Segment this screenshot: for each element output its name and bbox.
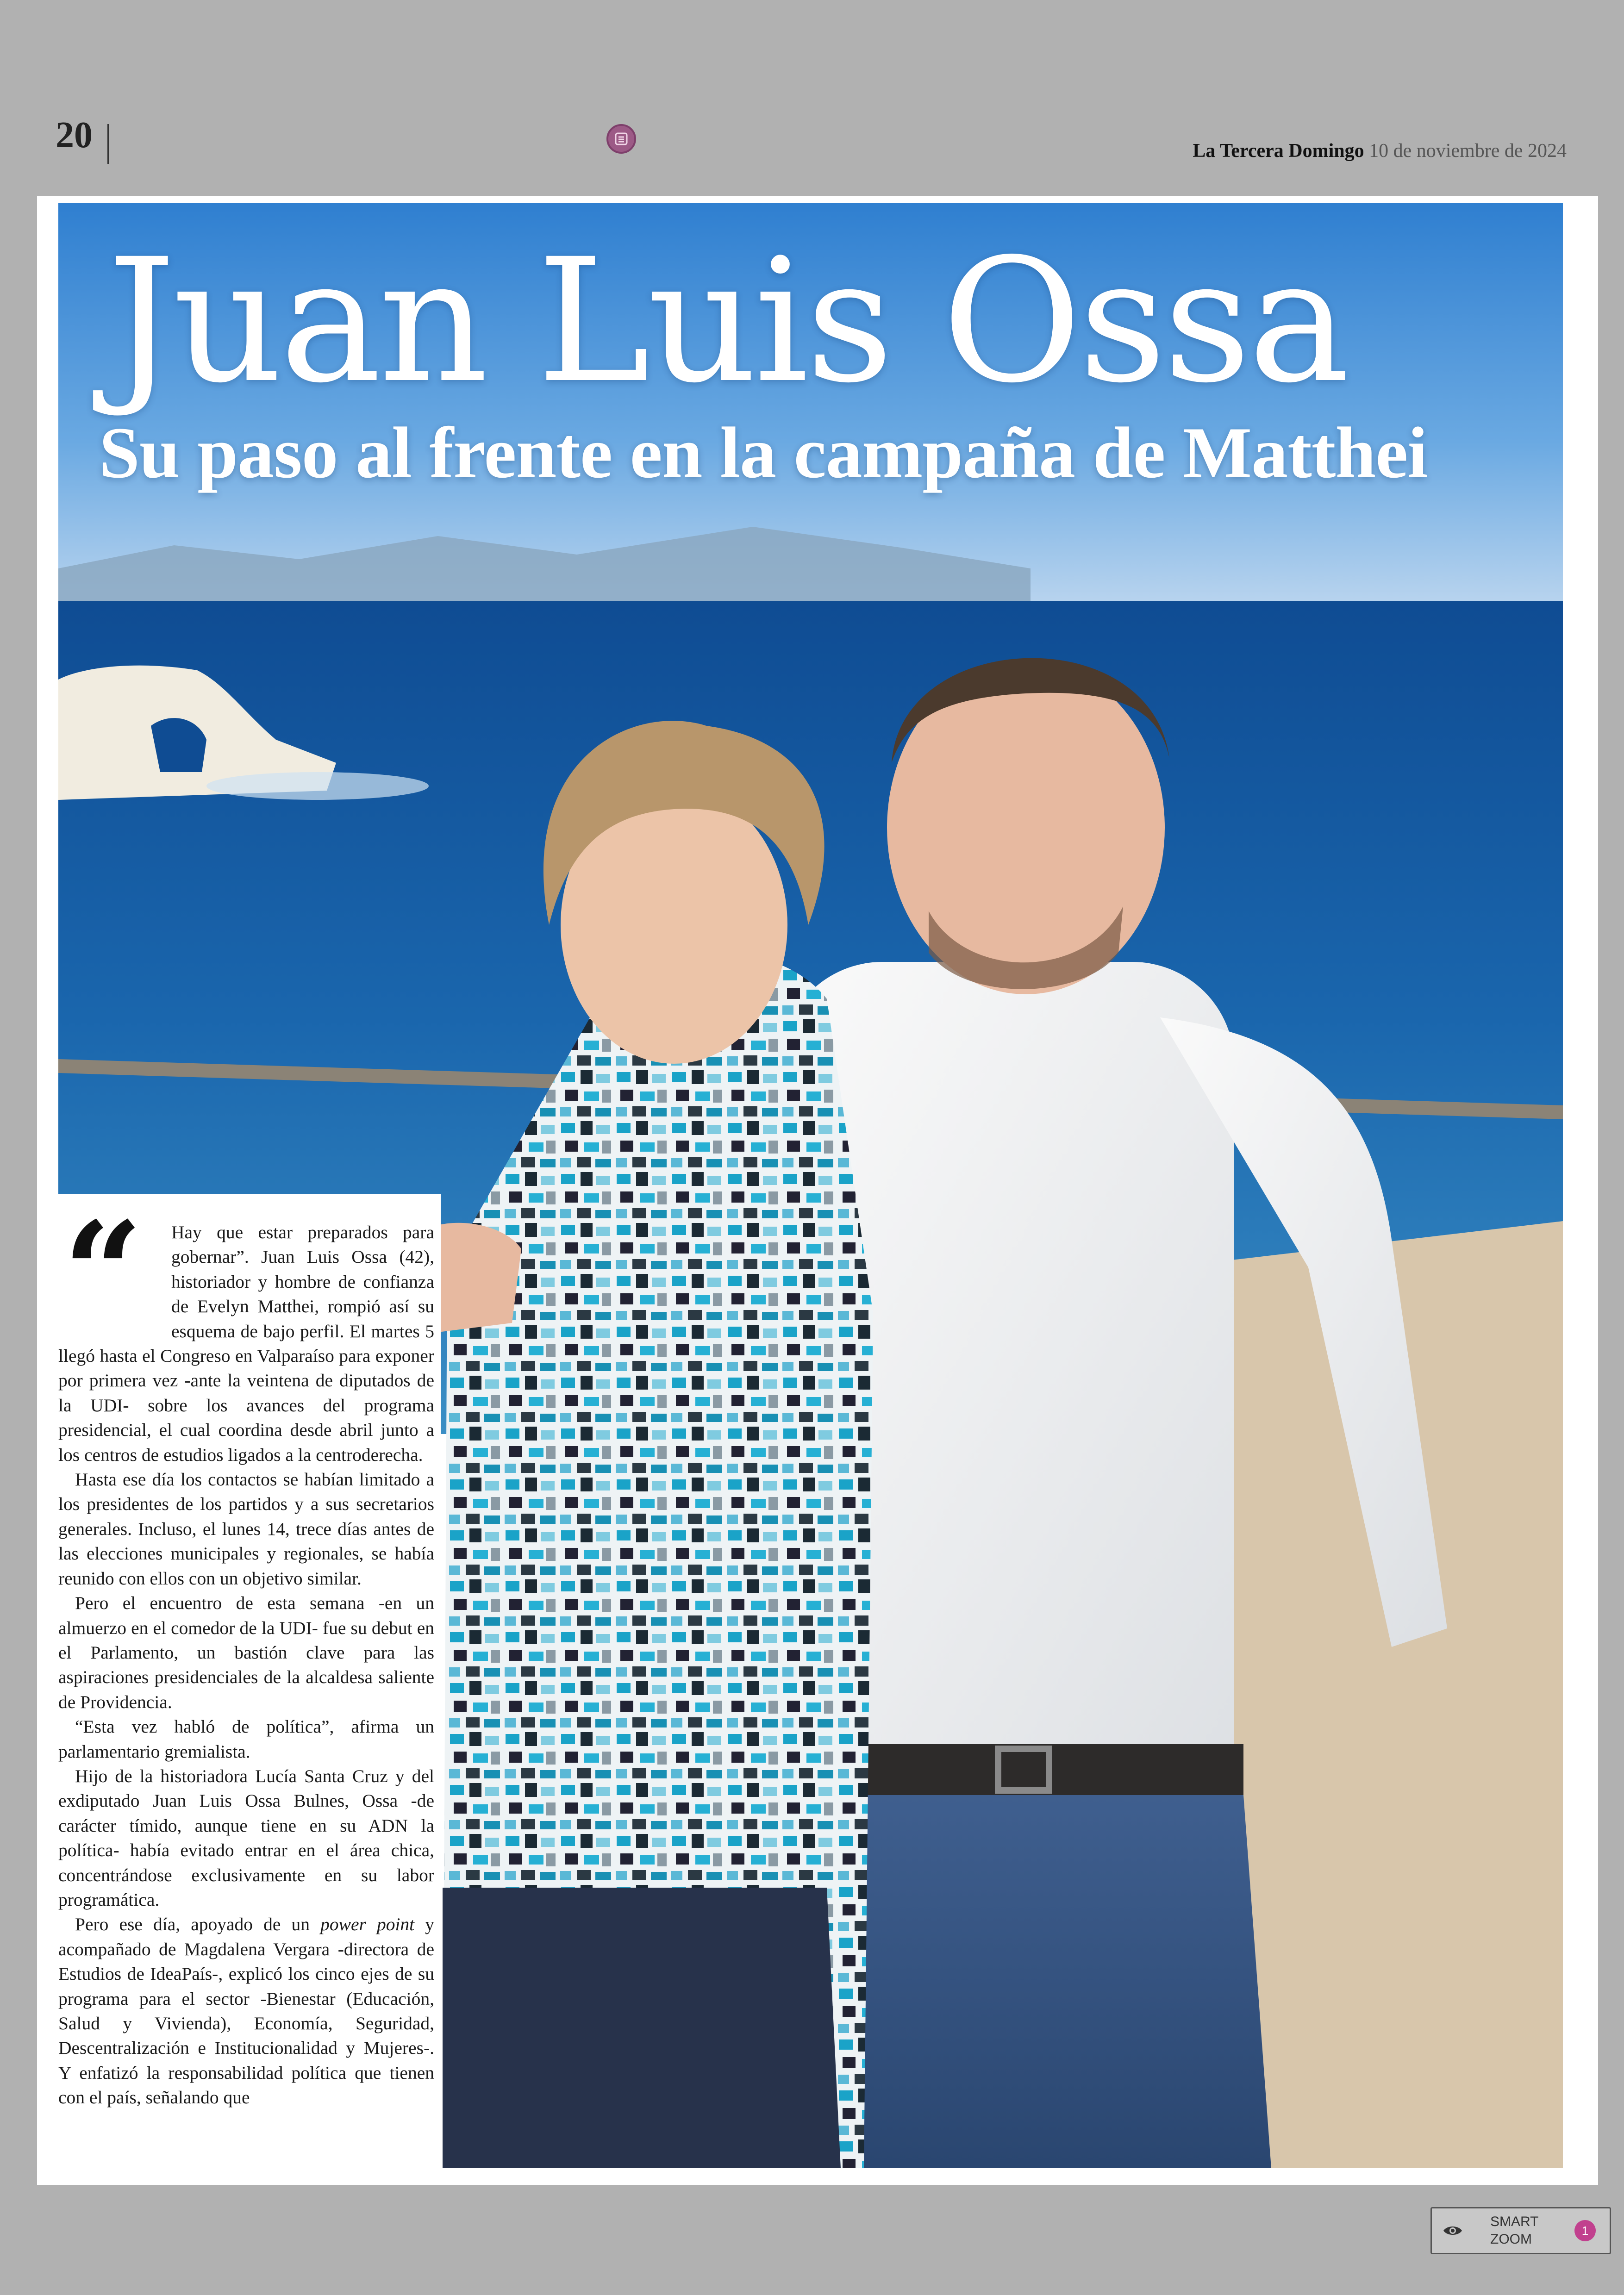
paragraph: Hasta ese día los contactos se habían limitado a los presidentes de los partidos y a sus secretarios generales. Incluso, el lunes 14, trece días antes de las elecciones municipales y regionales, se había reunido con ellos con un objetivo similar.: [58, 1469, 434, 1589]
smart-zoom-label: SMART ZOOM: [1490, 2214, 1539, 2247]
smart-zoom-button[interactable]: [1430, 2207, 1611, 2254]
paragraph: “Esta vez habló de política”, afirma un parlamentario gremialista.: [58, 1716, 434, 1762]
list-icon: [614, 132, 628, 146]
opening-quote-mark: “: [63, 1194, 143, 1354]
paragraph: Hijo de la historiadora Lucía Santa Cruz y del exdiputado Juan Luis Ossa Bulnes, Ossa -de carácter tímido, aunque tiene en su ADN la política- había evitado entrar en el área chica, concentrándose exclusivamente en su labor programática.: [58, 1765, 434, 1910]
issue-date: 10 de noviembre de 2024: [1369, 140, 1567, 162]
page-number-divider: [107, 124, 109, 164]
article-text-column: [58, 1194, 441, 2168]
paragraph: Pero el encuentro de esta semana -en un almuerzo en el comedor de la UDI- fue su debut en el Parlamento, un bastión clave para las aspiraciones presidenciales de la alcaldesa saliente de Providencia.: [58, 1593, 434, 1712]
paragraph: Hay que estar preparados para gobernar”. Juan Luis Ossa (42), historiador y hombre de confianza de Evelyn Matthei, rompió así su esquema de bajo perfil. El martes 5 llegó hasta el Congreso en Valparaíso para exponer por primera vez -ante la veintena de diputados de la UDI- sobre los avances del programa presidencial, el cual coordina desde abril junto a los centros de estudios ligados a la centroderecha.: [58, 1222, 434, 1465]
eye-icon: [1443, 2224, 1463, 2238]
smart-zoom-badge: 1: [1574, 2220, 1596, 2241]
subheadline: Su paso al frente en la campaña de Matthei: [99, 412, 1428, 493]
issue-header: [1193, 140, 1567, 162]
publication-name: La Tercera Domingo: [1193, 140, 1364, 162]
paragraph: Pero ese día, apoyado de un power point y acompañado de Magdalena Vergara -directora de Estudios de IdeaPaís-, explicó los cinco ejes de su programa para el sector -Bienestar (Educación, Salud y Vivienda), Economía, Seguridad, Descentralización e Institucionalidad y Mujeres-. Y enfatizó la responsabilidad política que tienen con el país, señalando que: [58, 1914, 434, 2108]
headline: Juan Luis Ossa: [107, 222, 1347, 420]
page-number: 20: [56, 115, 93, 156]
table-of-contents-button[interactable]: [606, 124, 636, 154]
